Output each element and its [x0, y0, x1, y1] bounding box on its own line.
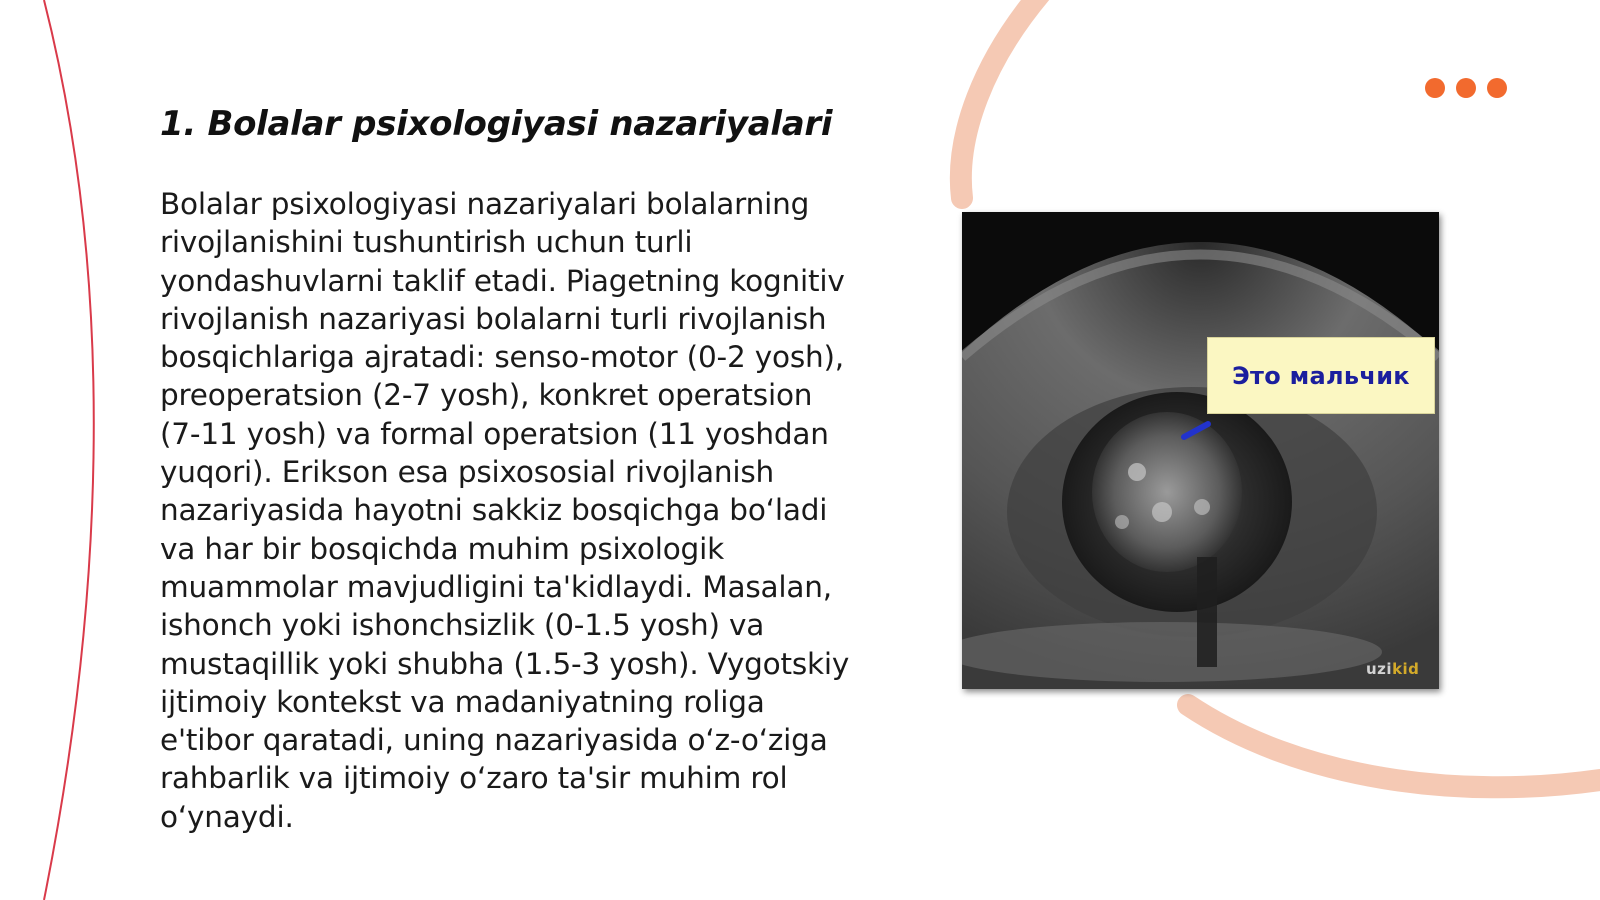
- left-curve-line: [44, 0, 94, 900]
- slide-body-text: Bolalar psixologiyasi nazariyalari bolalarning rivojlanishini tushuntirish uchun turli yondashuvlarni taklif etadi. Piagetning kognitiv rivojlanish nazariyasi bolalarni turli rivojlanish bosqichlariga ajratadi: senso-motor (0-2 yosh), preoperatsion (2-7 yosh), konkret operatsion (7-11 yosh) va formal operatsion (11 yoshdan yuqori). Erikson esa psixososial rivojlanish nazariyasida hayotni sakkiz bosqichga bo‘ladi va har bir bosqichda muhim psixologik muammolar mavjudligini ta'kidlaydi. Masalan, ishonch yoki ishonchsizlik (0-1.5 yosh) va mustaqillik yoki shubha (1.5-3 yosh). Vygotskiy ijtimoiy kontekst va madaniyatning roliga e'tibor qaratadi, uning nazariyasida o‘z-o‘ziga rahbarlik va ijtimoiy o‘zaro ta'sir muhim rol o‘ynaydi.: [160, 187, 850, 834]
- watermark-accent: kid: [1392, 660, 1420, 678]
- image-caption-box: [1207, 337, 1435, 414]
- slide-title: 1. Bolalar psixologiyasi nazariyalari: [160, 104, 833, 144]
- ultrasound-scan: [962, 212, 1439, 689]
- dot-2: [1456, 78, 1476, 98]
- dot-3: [1487, 78, 1507, 98]
- top-arc: [961, 0, 1052, 198]
- watermark-main: uzi: [1366, 660, 1393, 678]
- image-watermark: [1366, 660, 1419, 678]
- ultrasound-image: [962, 212, 1439, 689]
- dot-1: [1425, 78, 1445, 98]
- more-dots-icon: [1425, 78, 1507, 98]
- bottom-arc: [1188, 705, 1600, 787]
- image-caption: Это мальчик: [1232, 361, 1410, 390]
